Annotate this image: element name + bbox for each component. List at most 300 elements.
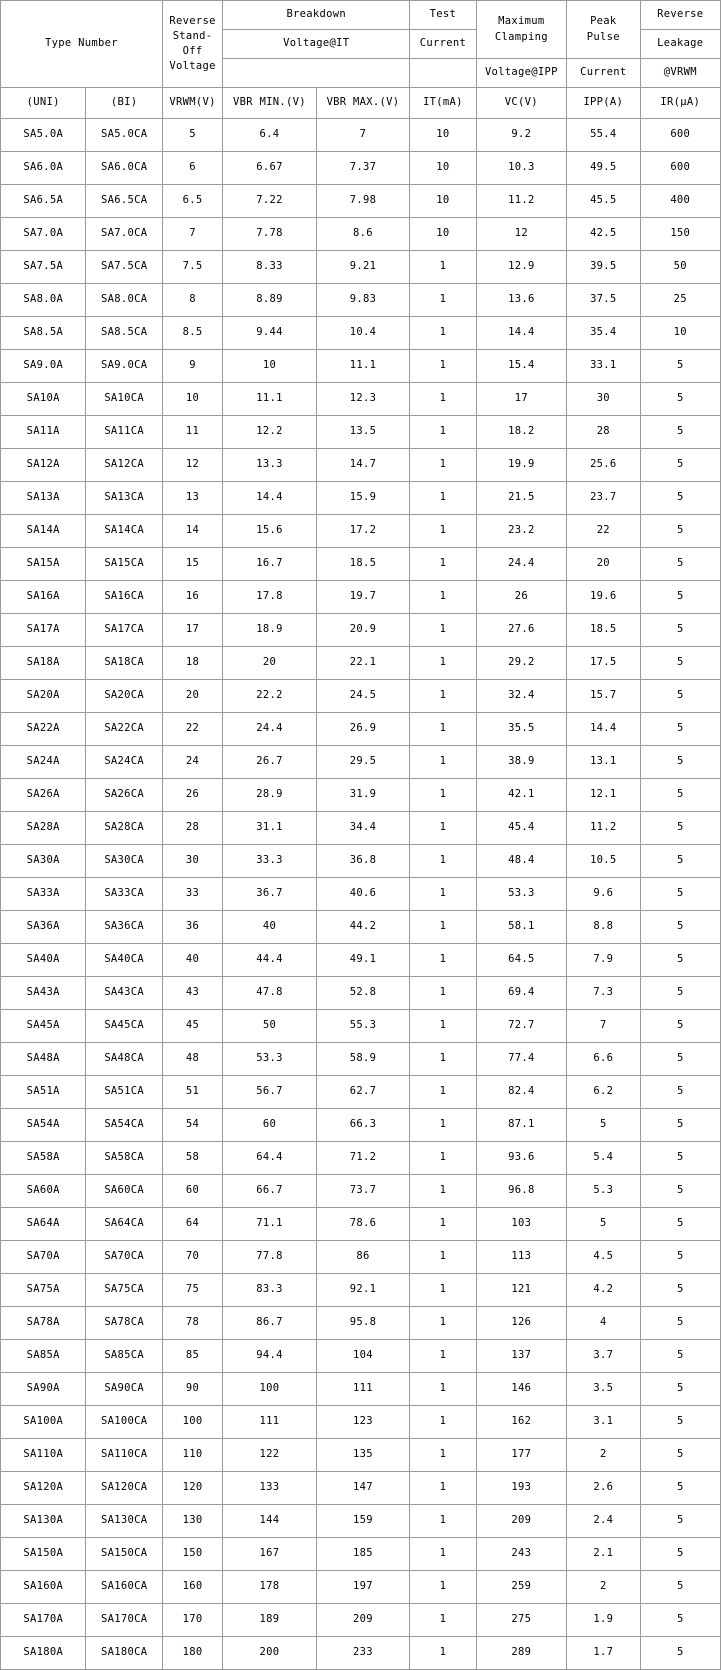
- cell-uni: SA13A: [1, 482, 86, 515]
- cell-vc: 17: [476, 383, 567, 416]
- cell-vbr-min: 66.7: [223, 1175, 317, 1208]
- header-blank-2: [410, 59, 476, 88]
- cell-vc: 19.9: [476, 449, 567, 482]
- cell-ipp: 9.6: [567, 878, 640, 911]
- cell-it: 1: [410, 812, 476, 845]
- cell-ipp: 28: [567, 416, 640, 449]
- cell-vbr-min: 36.7: [223, 878, 317, 911]
- cell-ipp: 45.5: [567, 185, 640, 218]
- cell-ir: 5: [640, 845, 720, 878]
- cell-vbr-min: 31.1: [223, 812, 317, 845]
- cell-uni: SA6.0A: [1, 152, 86, 185]
- header-reverse-standoff-line-1: Reverse: [169, 14, 216, 27]
- cell-it: 1: [410, 647, 476, 680]
- header-reverse-standoff-voltage: [162, 1, 222, 88]
- cell-ipp: 5: [567, 1109, 640, 1142]
- cell-ipp: 1.9: [567, 1604, 640, 1637]
- cell-vrwm: 45: [162, 1010, 222, 1043]
- cell-vc: 64.5: [476, 944, 567, 977]
- header-breakdown: Breakdown: [223, 1, 410, 30]
- cell-bi: SA5.0CA: [86, 119, 162, 152]
- cell-uni: SA15A: [1, 548, 86, 581]
- cell-bi: SA26CA: [86, 779, 162, 812]
- cell-vc: 275: [476, 1604, 567, 1637]
- cell-uni: SA11A: [1, 416, 86, 449]
- cell-vrwm: 8.5: [162, 317, 222, 350]
- cell-vrwm: 15: [162, 548, 222, 581]
- table-row: [1, 713, 721, 746]
- cell-vc: 32.4: [476, 680, 567, 713]
- cell-it: 10: [410, 185, 476, 218]
- cell-uni: SA5.0A: [1, 119, 86, 152]
- subheader-it: IT(mA): [410, 88, 476, 119]
- cell-vbr-max: 7: [316, 119, 410, 152]
- subheader-row: [1, 88, 721, 119]
- cell-ir: 600: [640, 119, 720, 152]
- cell-ipp: 20: [567, 548, 640, 581]
- cell-ir: 5: [640, 911, 720, 944]
- cell-vc: 96.8: [476, 1175, 567, 1208]
- cell-vbr-min: 94.4: [223, 1340, 317, 1373]
- cell-it: 1: [410, 581, 476, 614]
- cell-vc: 45.4: [476, 812, 567, 845]
- cell-bi: SA160CA: [86, 1571, 162, 1604]
- cell-vbr-min: 77.8: [223, 1241, 317, 1274]
- cell-vbr-min: 44.4: [223, 944, 317, 977]
- cell-bi: SA170CA: [86, 1604, 162, 1637]
- cell-vbr-min: 40: [223, 911, 317, 944]
- cell-bi: SA33CA: [86, 878, 162, 911]
- cell-uni: SA6.5A: [1, 185, 86, 218]
- cell-vrwm: 18: [162, 647, 222, 680]
- cell-vbr-max: 22.1: [316, 647, 410, 680]
- cell-bi: SA7.5CA: [86, 251, 162, 284]
- cell-uni: SA40A: [1, 944, 86, 977]
- cell-vbr-min: 64.4: [223, 1142, 317, 1175]
- cell-it: 1: [410, 1274, 476, 1307]
- cell-ir: 5: [640, 779, 720, 812]
- cell-bi: SA40CA: [86, 944, 162, 977]
- cell-vc: 26: [476, 581, 567, 614]
- cell-vc: 10.3: [476, 152, 567, 185]
- cell-uni: SA60A: [1, 1175, 86, 1208]
- cell-ir: 5: [640, 1208, 720, 1241]
- table-row: [1, 746, 721, 779]
- cell-bi: SA51CA: [86, 1076, 162, 1109]
- cell-vc: 289: [476, 1637, 567, 1670]
- cell-vbr-min: 33.3: [223, 845, 317, 878]
- table-row: [1, 383, 721, 416]
- cell-it: 1: [410, 977, 476, 1010]
- table-row: [1, 1472, 721, 1505]
- cell-vbr-max: 78.6: [316, 1208, 410, 1241]
- cell-it: 10: [410, 152, 476, 185]
- cell-it: 1: [410, 1472, 476, 1505]
- cell-ipp: 30: [567, 383, 640, 416]
- cell-ipp: 42.5: [567, 218, 640, 251]
- cell-it: 1: [410, 1505, 476, 1538]
- table-row: [1, 614, 721, 647]
- cell-bi: SA54CA: [86, 1109, 162, 1142]
- cell-vc: 259: [476, 1571, 567, 1604]
- cell-ipp: 3.5: [567, 1373, 640, 1406]
- table-row: [1, 515, 721, 548]
- cell-bi: SA180CA: [86, 1637, 162, 1670]
- cell-bi: SA48CA: [86, 1043, 162, 1076]
- cell-vbr-max: 209: [316, 1604, 410, 1637]
- table-row: [1, 680, 721, 713]
- cell-vbr-max: 92.1: [316, 1274, 410, 1307]
- cell-vc: 146: [476, 1373, 567, 1406]
- cell-ir: 5: [640, 1505, 720, 1538]
- cell-ipp: 39.5: [567, 251, 640, 284]
- cell-vrwm: 6.5: [162, 185, 222, 218]
- cell-it: 1: [410, 911, 476, 944]
- cell-vc: 53.3: [476, 878, 567, 911]
- cell-vc: 69.4: [476, 977, 567, 1010]
- cell-vbr-max: 20.9: [316, 614, 410, 647]
- cell-vc: 77.4: [476, 1043, 567, 1076]
- cell-vrwm: 17: [162, 614, 222, 647]
- cell-vbr-max: 135: [316, 1439, 410, 1472]
- cell-vbr-min: 7.78: [223, 218, 317, 251]
- header-current-2: Current: [567, 59, 640, 88]
- table-row: [1, 1571, 721, 1604]
- subheader-ir: IR(μA): [640, 88, 720, 119]
- cell-vbr-max: 233: [316, 1637, 410, 1670]
- cell-ipp: 6.6: [567, 1043, 640, 1076]
- cell-vrwm: 7.5: [162, 251, 222, 284]
- header-voltage-at-it: Voltage@IT: [223, 30, 410, 59]
- cell-it: 1: [410, 1604, 476, 1637]
- header-peak-pulse: [567, 1, 640, 59]
- cell-vbr-min: 56.7: [223, 1076, 317, 1109]
- cell-vrwm: 85: [162, 1340, 222, 1373]
- cell-vbr-min: 13.3: [223, 449, 317, 482]
- cell-it: 1: [410, 1241, 476, 1274]
- cell-vrwm: 64: [162, 1208, 222, 1241]
- cell-ir: 5: [640, 1241, 720, 1274]
- cell-uni: SA7.0A: [1, 218, 86, 251]
- cell-vc: 15.4: [476, 350, 567, 383]
- cell-uni: SA48A: [1, 1043, 86, 1076]
- cell-vbr-min: 47.8: [223, 977, 317, 1010]
- cell-it: 1: [410, 1076, 476, 1109]
- cell-vbr-min: 111: [223, 1406, 317, 1439]
- table-row: [1, 350, 721, 383]
- cell-ipp: 4: [567, 1307, 640, 1340]
- table-row: [1, 1241, 721, 1274]
- table-row: [1, 1340, 721, 1373]
- cell-vbr-min: 15.6: [223, 515, 317, 548]
- table-row: [1, 218, 721, 251]
- cell-bi: SA15CA: [86, 548, 162, 581]
- cell-vrwm: 110: [162, 1439, 222, 1472]
- cell-uni: SA16A: [1, 581, 86, 614]
- cell-ir: 5: [640, 1043, 720, 1076]
- table-row: [1, 152, 721, 185]
- cell-it: 1: [410, 1307, 476, 1340]
- cell-ir: 5: [640, 1010, 720, 1043]
- cell-ir: 150: [640, 218, 720, 251]
- cell-vbr-min: 133: [223, 1472, 317, 1505]
- cell-bi: SA64CA: [86, 1208, 162, 1241]
- cell-vbr-max: 12.3: [316, 383, 410, 416]
- table-row: [1, 1538, 721, 1571]
- cell-it: 1: [410, 482, 476, 515]
- cell-bi: SA16CA: [86, 581, 162, 614]
- cell-vc: 177: [476, 1439, 567, 1472]
- cell-vbr-max: 62.7: [316, 1076, 410, 1109]
- cell-bi: SA13CA: [86, 482, 162, 515]
- cell-ir: 5: [640, 515, 720, 548]
- cell-vbr-max: 197: [316, 1571, 410, 1604]
- table-row: [1, 449, 721, 482]
- cell-uni: SA85A: [1, 1340, 86, 1373]
- cell-it: 1: [410, 251, 476, 284]
- subheader-uni: (UNI): [1, 88, 86, 119]
- cell-vrwm: 8: [162, 284, 222, 317]
- cell-bi: SA8.5CA: [86, 317, 162, 350]
- cell-it: 10: [410, 218, 476, 251]
- cell-ipp: 5.4: [567, 1142, 640, 1175]
- cell-vbr-max: 104: [316, 1340, 410, 1373]
- cell-vbr-max: 24.5: [316, 680, 410, 713]
- cell-uni: SA43A: [1, 977, 86, 1010]
- cell-vc: 24.4: [476, 548, 567, 581]
- table-row: [1, 845, 721, 878]
- cell-ipp: 35.4: [567, 317, 640, 350]
- cell-ipp: 7.9: [567, 944, 640, 977]
- cell-vrwm: 13: [162, 482, 222, 515]
- cell-it: 1: [410, 944, 476, 977]
- table-row: [1, 1208, 721, 1241]
- cell-uni: SA26A: [1, 779, 86, 812]
- cell-vbr-min: 24.4: [223, 713, 317, 746]
- cell-ir: 5: [640, 1439, 720, 1472]
- table-row: [1, 911, 721, 944]
- cell-vbr-min: 86.7: [223, 1307, 317, 1340]
- cell-uni: SA100A: [1, 1406, 86, 1439]
- cell-bi: SA11CA: [86, 416, 162, 449]
- cell-vrwm: 180: [162, 1637, 222, 1670]
- table-row: [1, 416, 721, 449]
- cell-ipp: 7.3: [567, 977, 640, 1010]
- cell-uni: SA28A: [1, 812, 86, 845]
- subheader-bi: (BI): [86, 88, 162, 119]
- cell-bi: SA120CA: [86, 1472, 162, 1505]
- table-row: [1, 1142, 721, 1175]
- cell-vrwm: 5: [162, 119, 222, 152]
- cell-bi: SA7.0CA: [86, 218, 162, 251]
- subheader-vrwm: VRWM(V): [162, 88, 222, 119]
- cell-vbr-max: 13.5: [316, 416, 410, 449]
- cell-vbr-min: 16.7: [223, 548, 317, 581]
- cell-vrwm: 24: [162, 746, 222, 779]
- cell-vbr-max: 52.8: [316, 977, 410, 1010]
- cell-ir: 400: [640, 185, 720, 218]
- cell-it: 1: [410, 1175, 476, 1208]
- cell-ir: 50: [640, 251, 720, 284]
- cell-it: 1: [410, 1373, 476, 1406]
- header-reverse: Reverse: [640, 1, 720, 30]
- cell-vbr-min: 9.44: [223, 317, 317, 350]
- table-row: [1, 1373, 721, 1406]
- cell-ipp: 25.6: [567, 449, 640, 482]
- cell-ir: 5: [640, 944, 720, 977]
- cell-ipp: 3.7: [567, 1340, 640, 1373]
- cell-vrwm: 6: [162, 152, 222, 185]
- cell-uni: SA70A: [1, 1241, 86, 1274]
- header-leakage: Leakage: [640, 30, 720, 59]
- cell-it: 1: [410, 1142, 476, 1175]
- cell-it: 1: [410, 548, 476, 581]
- cell-vc: 13.6: [476, 284, 567, 317]
- cell-uni: SA78A: [1, 1307, 86, 1340]
- subheader-vbr-max: VBR MAX.(V): [316, 88, 410, 119]
- cell-vrwm: 130: [162, 1505, 222, 1538]
- cell-bi: SA90CA: [86, 1373, 162, 1406]
- cell-vbr-max: 123: [316, 1406, 410, 1439]
- cell-vbr-max: 8.6: [316, 218, 410, 251]
- cell-ipp: 11.2: [567, 812, 640, 845]
- cell-uni: SA180A: [1, 1637, 86, 1670]
- cell-it: 1: [410, 1439, 476, 1472]
- table-row: [1, 647, 721, 680]
- cell-uni: SA14A: [1, 515, 86, 548]
- cell-ipp: 55.4: [567, 119, 640, 152]
- cell-vbr-max: 73.7: [316, 1175, 410, 1208]
- header-maximum-clamping: [476, 1, 567, 59]
- cell-vrwm: 20: [162, 680, 222, 713]
- cell-it: 1: [410, 1043, 476, 1076]
- table-body: [1, 119, 721, 1670]
- cell-vc: 162: [476, 1406, 567, 1439]
- cell-it: 1: [410, 680, 476, 713]
- table-header: [1, 1, 721, 119]
- cell-uni: SA12A: [1, 449, 86, 482]
- header-reverse-standoff-line-3: Off: [182, 45, 203, 57]
- cell-vbr-max: 159: [316, 1505, 410, 1538]
- cell-vc: 209: [476, 1505, 567, 1538]
- cell-uni: SA51A: [1, 1076, 86, 1109]
- cell-ir: 5: [640, 1076, 720, 1109]
- cell-ir: 5: [640, 1571, 720, 1604]
- cell-vrwm: 40: [162, 944, 222, 977]
- cell-ipp: 23.7: [567, 482, 640, 515]
- cell-uni: SA24A: [1, 746, 86, 779]
- cell-vc: 18.2: [476, 416, 567, 449]
- cell-vbr-min: 83.3: [223, 1274, 317, 1307]
- subheader-vbr-min: VBR MIN.(V): [223, 88, 317, 119]
- table-row: [1, 317, 721, 350]
- cell-it: 1: [410, 1010, 476, 1043]
- cell-bi: SA75CA: [86, 1274, 162, 1307]
- cell-ipp: 4.2: [567, 1274, 640, 1307]
- cell-it: 1: [410, 1571, 476, 1604]
- cell-ir: 5: [640, 1340, 720, 1373]
- cell-ir: 5: [640, 416, 720, 449]
- cell-ir: 5: [640, 812, 720, 845]
- cell-vrwm: 60: [162, 1175, 222, 1208]
- cell-vrwm: 58: [162, 1142, 222, 1175]
- cell-vrwm: 28: [162, 812, 222, 845]
- table-row: [1, 1505, 721, 1538]
- cell-ir: 5: [640, 713, 720, 746]
- cell-vbr-min: 17.8: [223, 581, 317, 614]
- cell-ir: 5: [640, 1406, 720, 1439]
- cell-ir: 5: [640, 1142, 720, 1175]
- cell-vrwm: 75: [162, 1274, 222, 1307]
- header-type-number: Type Number: [1, 1, 163, 88]
- cell-vbr-max: 86: [316, 1241, 410, 1274]
- cell-ipp: 2.1: [567, 1538, 640, 1571]
- cell-ipp: 2.6: [567, 1472, 640, 1505]
- cell-it: 1: [410, 878, 476, 911]
- cell-vbr-min: 50: [223, 1010, 317, 1043]
- table-row: [1, 1175, 721, 1208]
- cell-ipp: 15.7: [567, 680, 640, 713]
- table-row: [1, 1109, 721, 1142]
- cell-vbr-max: 17.2: [316, 515, 410, 548]
- cell-bi: SA150CA: [86, 1538, 162, 1571]
- cell-it: 1: [410, 713, 476, 746]
- cell-vc: 12: [476, 218, 567, 251]
- cell-vbr-min: 189: [223, 1604, 317, 1637]
- cell-vrwm: 120: [162, 1472, 222, 1505]
- cell-vrwm: 100: [162, 1406, 222, 1439]
- cell-ir: 5: [640, 878, 720, 911]
- cell-uni: SA120A: [1, 1472, 86, 1505]
- cell-bi: SA24CA: [86, 746, 162, 779]
- cell-ir: 5: [640, 614, 720, 647]
- cell-ipp: 1.7: [567, 1637, 640, 1670]
- cell-vc: 72.7: [476, 1010, 567, 1043]
- cell-ipp: 2: [567, 1571, 640, 1604]
- cell-ir: 5: [640, 581, 720, 614]
- header-maximum-line: Maximum: [498, 15, 545, 28]
- cell-ir: 5: [640, 1109, 720, 1142]
- table-row: [1, 878, 721, 911]
- cell-ir: 10: [640, 317, 720, 350]
- table-row: [1, 1274, 721, 1307]
- table-row: [1, 1076, 721, 1109]
- cell-vbr-min: 100: [223, 1373, 317, 1406]
- cell-ipp: 5.3: [567, 1175, 640, 1208]
- cell-it: 1: [410, 1406, 476, 1439]
- cell-vrwm: 22: [162, 713, 222, 746]
- table-row: [1, 185, 721, 218]
- cell-bi: SA78CA: [86, 1307, 162, 1340]
- table-row: [1, 977, 721, 1010]
- cell-vc: 243: [476, 1538, 567, 1571]
- cell-ir: 5: [640, 1637, 720, 1670]
- cell-bi: SA8.0CA: [86, 284, 162, 317]
- cell-vbr-max: 40.6: [316, 878, 410, 911]
- cell-vbr-max: 111: [316, 1373, 410, 1406]
- table-row: [1, 944, 721, 977]
- cell-vbr-max: 31.9: [316, 779, 410, 812]
- cell-vc: 87.1: [476, 1109, 567, 1142]
- cell-vc: 48.4: [476, 845, 567, 878]
- header-clamping-line: Clamping: [494, 30, 548, 43]
- cell-vc: 23.2: [476, 515, 567, 548]
- cell-ir: 5: [640, 1175, 720, 1208]
- header-reverse-standoff-line-4: Voltage: [169, 60, 216, 73]
- cell-vrwm: 54: [162, 1109, 222, 1142]
- cell-bi: SA22CA: [86, 713, 162, 746]
- table-row: [1, 1439, 721, 1472]
